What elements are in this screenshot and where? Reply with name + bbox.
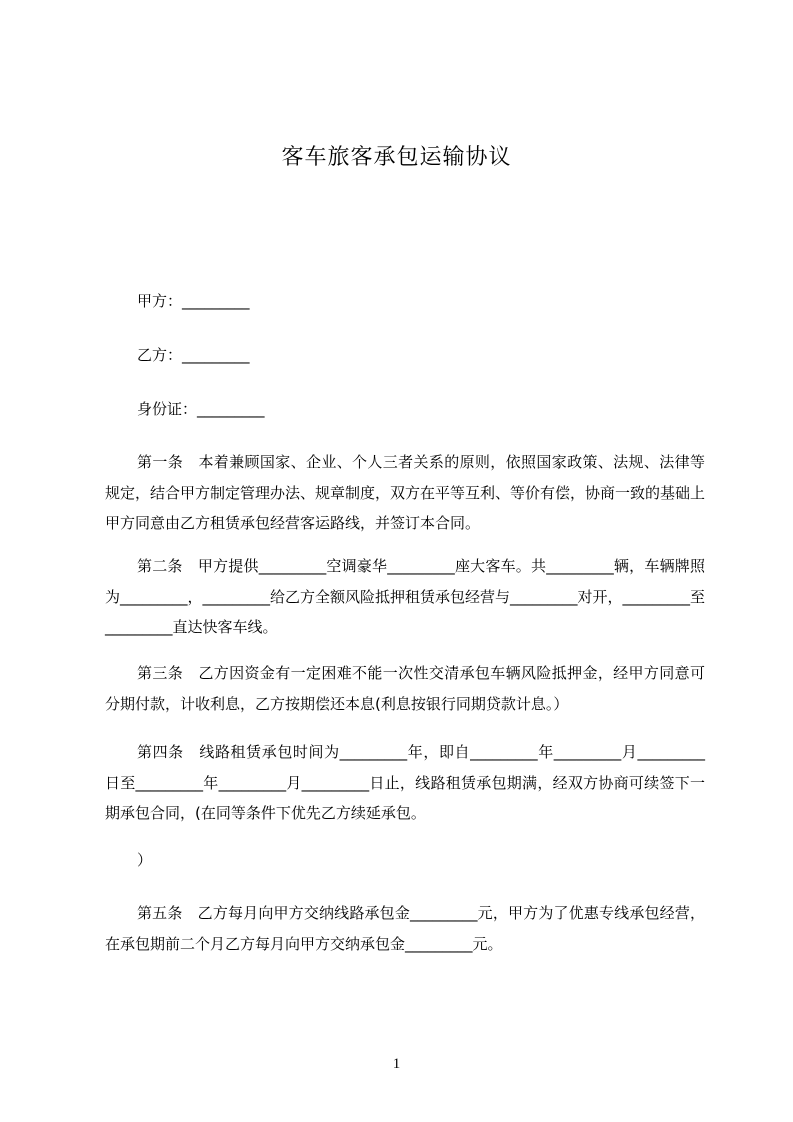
closing-paren: ）: [137, 851, 153, 869]
article-5: 第五条 乙方每月向甲方交纳线路承包金_________元，甲方为了优惠专线承包经营，在承包期前二个月乙方每月向甲方交纳承包金_________元。: [105, 904, 705, 953]
article-1: 第一条 本着兼顾国家、企业、个人三者关系的原则，依照国家政策、法规、法律等规定，结合甲方制定管理办法、规章制度，双方在平等互利、等价有偿，协商一致的基础上甲方同意由乙方租赁承包经营客运路线，并签订本合同。: [105, 453, 706, 532]
article-4: 第四条 线路租赁承包时间为_________年，即自_________年_________月_________日至_________年_________月_________日止，线路租赁承包期满，经双方协商可续签下一期承包合同，(在同等条件下优先乙方续延承包。: [105, 743, 705, 822]
document-title: 客车旅客承包运输协议: [281, 145, 512, 170]
id-card-field: 身份证：_________: [137, 400, 265, 418]
party-a-field: 甲方：_________: [137, 292, 250, 310]
page-number: 1: [392, 1056, 401, 1072]
article-3: 第三条 乙方因资金有一定困难不能一次性交清承包车辆风险抵押金，经甲方同意可分期付款，计收利息，乙方按期偿还本息(利息按银行同期贷款计息。）: [105, 664, 705, 713]
party-b-field: 乙方：_________: [137, 346, 250, 364]
article-2: 第二条 甲方提供_________空调豪华_________座大客车。共_________辆，车辆牌照为_________，_________给乙方全额风险抵押租赁承包经营与_________对开，_________至_________直达快客车线。: [105, 557, 706, 636]
